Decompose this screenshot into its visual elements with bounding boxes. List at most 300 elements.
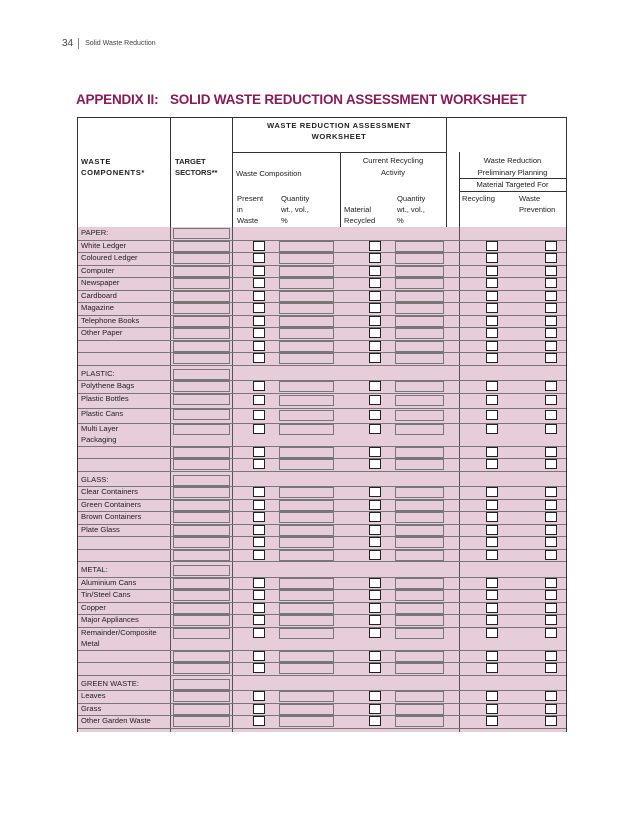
present-in-waste-checkbox[interactable] bbox=[253, 341, 265, 351]
recycled-quantity-cell[interactable] bbox=[395, 500, 444, 511]
recycling-target-checkbox[interactable] bbox=[486, 663, 498, 673]
waste-quantity-cell[interactable] bbox=[279, 500, 334, 511]
assessment-worksheet bbox=[77, 117, 567, 732]
page-title bbox=[76, 92, 526, 107]
recycled-quantity-heading-2: wt., vol., bbox=[397, 205, 425, 214]
waste-prevention-checkbox[interactable] bbox=[545, 291, 557, 301]
component-label-line2: Packaging bbox=[81, 434, 117, 444]
target-sector-cell[interactable] bbox=[173, 394, 230, 405]
present-heading-3: Waste bbox=[237, 216, 259, 225]
recycled-quantity-cell[interactable] bbox=[395, 663, 444, 674]
waste-prevention-checkbox[interactable] bbox=[545, 241, 557, 251]
quantity-heading-2: wt., vol., bbox=[281, 205, 309, 214]
waste-quantity-cell[interactable] bbox=[279, 651, 334, 662]
recycling-target-checkbox[interactable] bbox=[486, 615, 498, 625]
recycling-target-checkbox[interactable] bbox=[486, 253, 498, 263]
waste-prevention-checkbox[interactable] bbox=[545, 704, 557, 714]
recycled-quantity-cell[interactable] bbox=[395, 328, 444, 339]
waste-quantity-cell[interactable] bbox=[279, 253, 334, 264]
waste-quantity-cell[interactable] bbox=[279, 603, 334, 614]
appendix-title: SOLID WASTE REDUCTION ASSESSMENT WORKSHEET bbox=[170, 92, 527, 107]
waste-quantity-cell[interactable] bbox=[279, 241, 334, 252]
waste-quantity-cell[interactable] bbox=[279, 353, 334, 364]
recycling-target-checkbox[interactable] bbox=[486, 716, 498, 726]
material-recycled-checkbox[interactable] bbox=[369, 447, 381, 457]
target-sector-cell[interactable] bbox=[173, 525, 230, 536]
waste-prevention-checkbox[interactable] bbox=[545, 512, 557, 522]
recycled-quantity-cell[interactable] bbox=[395, 525, 444, 536]
waste-prevention-heading-1: Waste bbox=[519, 194, 541, 203]
material-recycled-checkbox[interactable] bbox=[369, 487, 381, 497]
target-sector-cell[interactable] bbox=[173, 550, 230, 561]
page-number: 34 bbox=[62, 38, 74, 49]
recycled-quantity-cell[interactable] bbox=[395, 487, 444, 498]
waste-quantity-cell[interactable] bbox=[279, 578, 334, 589]
material-recycled-checkbox[interactable] bbox=[369, 316, 381, 326]
material-recycled-checkbox[interactable] bbox=[369, 578, 381, 588]
recycled-quantity-cell[interactable] bbox=[395, 459, 444, 470]
recycling-target-checkbox[interactable] bbox=[486, 303, 498, 313]
current-recycling-heading-2: Activity bbox=[380, 168, 406, 177]
waste-prevention-checkbox[interactable] bbox=[545, 578, 557, 588]
worksheet-header bbox=[78, 118, 566, 227]
recycling-target-checkbox[interactable] bbox=[486, 424, 498, 434]
component-label: Aluminium Cans bbox=[81, 577, 137, 587]
waste-prevention-checkbox[interactable] bbox=[545, 424, 557, 434]
material-recycled-checkbox[interactable] bbox=[369, 651, 381, 661]
material-recycled-checkbox[interactable] bbox=[369, 266, 381, 276]
component-label: Polythene Bags bbox=[81, 381, 135, 390]
present-in-waste-checkbox[interactable] bbox=[253, 590, 265, 600]
recycled-quantity-cell[interactable] bbox=[395, 590, 444, 601]
present-in-waste-checkbox[interactable] bbox=[253, 512, 265, 522]
component-label: Tin/Steel Cans bbox=[81, 590, 131, 599]
waste-prevention-checkbox[interactable] bbox=[545, 691, 557, 701]
header-rule-3 bbox=[459, 191, 566, 192]
waste-prevention-checkbox[interactable] bbox=[545, 316, 557, 326]
component-label: Major Appliances bbox=[81, 615, 139, 624]
recycled-quantity-cell[interactable] bbox=[395, 651, 444, 662]
recycling-target-checkbox[interactable] bbox=[486, 241, 498, 251]
material-recycled-checkbox[interactable] bbox=[369, 341, 381, 351]
waste-prevention-checkbox[interactable] bbox=[545, 716, 557, 726]
component-label: Leaves bbox=[81, 691, 106, 700]
component-label: Plastic Bottles bbox=[81, 393, 129, 403]
waste-quantity-cell[interactable] bbox=[279, 590, 334, 601]
waste-prevention-checkbox[interactable] bbox=[545, 487, 557, 497]
component-label: Grass bbox=[81, 703, 102, 713]
recycling-target-checkbox[interactable] bbox=[486, 691, 498, 701]
waste-quantity-cell[interactable] bbox=[279, 410, 334, 421]
target-sector-cell[interactable] bbox=[173, 679, 230, 690]
recycling-target-checkbox[interactable] bbox=[486, 628, 498, 638]
present-in-waste-checkbox[interactable] bbox=[253, 353, 265, 363]
present-in-waste-checkbox[interactable] bbox=[253, 253, 265, 263]
present-in-waste-checkbox[interactable] bbox=[253, 716, 265, 726]
material-recycled-checkbox[interactable] bbox=[369, 603, 381, 613]
material-recycled-checkbox[interactable] bbox=[369, 303, 381, 313]
recycled-quantity-cell[interactable] bbox=[395, 253, 444, 264]
component-label: Brown Containers bbox=[81, 512, 142, 521]
recycled-quantity-heading-1: Quantity bbox=[397, 194, 426, 203]
recycling-target-checkbox[interactable] bbox=[486, 651, 498, 661]
category-heading: GREEN WASTE: bbox=[81, 678, 139, 688]
material-recycled-checkbox[interactable] bbox=[369, 395, 381, 405]
recycled-quantity-cell[interactable] bbox=[395, 410, 444, 421]
worksheet-title-2: WORKSHEET bbox=[311, 132, 367, 141]
material-recycled-checkbox[interactable] bbox=[369, 500, 381, 510]
table-row-rule bbox=[78, 471, 566, 472]
recycling-target-checkbox[interactable] bbox=[486, 447, 498, 457]
waste-quantity-cell[interactable] bbox=[279, 691, 334, 702]
recycled-quantity-cell[interactable] bbox=[395, 578, 444, 589]
waste-prevention-checkbox[interactable] bbox=[545, 500, 557, 510]
waste-quantity-cell[interactable] bbox=[279, 291, 334, 302]
waste-quantity-cell[interactable] bbox=[279, 328, 334, 339]
recycling-target-checkbox[interactable] bbox=[486, 487, 498, 497]
recycled-quantity-cell[interactable] bbox=[395, 381, 444, 392]
present-heading-1: Present bbox=[237, 194, 264, 203]
recycled-quantity-cell[interactable] bbox=[395, 395, 444, 406]
target-sector-cell[interactable] bbox=[173, 691, 230, 702]
material-recycled-checkbox[interactable] bbox=[369, 537, 381, 547]
category-heading: PAPER: bbox=[81, 228, 109, 237]
waste-quantity-cell[interactable] bbox=[279, 266, 334, 277]
page-header bbox=[62, 38, 156, 49]
target-sector-cell[interactable] bbox=[173, 565, 230, 576]
recycling-target-checkbox[interactable] bbox=[486, 550, 498, 560]
component-label: Other Paper bbox=[81, 328, 123, 337]
target-sector-cell[interactable] bbox=[173, 512, 230, 523]
waste-quantity-cell[interactable] bbox=[279, 663, 334, 674]
component-label: Clear Containers bbox=[81, 487, 138, 496]
waste-prevention-checkbox[interactable] bbox=[545, 550, 557, 560]
recycling-target-checkbox[interactable] bbox=[486, 512, 498, 522]
present-in-waste-checkbox[interactable] bbox=[253, 410, 265, 420]
target-sector-cell[interactable] bbox=[173, 341, 230, 352]
recycling-target-checkbox[interactable] bbox=[486, 603, 498, 613]
waste-prevention-checkbox[interactable] bbox=[545, 651, 557, 661]
waste-prevention-checkbox[interactable] bbox=[545, 537, 557, 547]
waste-quantity-cell[interactable] bbox=[279, 537, 334, 548]
recycled-quantity-cell[interactable] bbox=[395, 241, 444, 252]
material-recycled-checkbox[interactable] bbox=[369, 253, 381, 263]
recycling-target-checkbox[interactable] bbox=[486, 328, 498, 338]
component-label: Newspaper bbox=[81, 278, 120, 287]
material-recycled-checkbox[interactable] bbox=[369, 278, 381, 288]
present-in-waste-checkbox[interactable] bbox=[253, 603, 265, 613]
target-sector-cell[interactable] bbox=[173, 663, 230, 674]
present-in-waste-checkbox[interactable] bbox=[253, 395, 265, 405]
target-sector-cell[interactable] bbox=[173, 266, 230, 277]
present-in-waste-checkbox[interactable] bbox=[253, 628, 265, 638]
material-recycled-checkbox[interactable] bbox=[369, 241, 381, 251]
target-sector-cell[interactable] bbox=[173, 409, 230, 420]
waste-prevention-checkbox[interactable] bbox=[545, 447, 557, 457]
waste-quantity-cell[interactable] bbox=[279, 341, 334, 352]
recycled-quantity-cell[interactable] bbox=[395, 615, 444, 626]
component-label: Telephone Books bbox=[81, 315, 140, 325]
material-recycled-checkbox[interactable] bbox=[369, 512, 381, 522]
material-recycled-checkbox[interactable] bbox=[369, 590, 381, 600]
present-in-waste-checkbox[interactable] bbox=[253, 316, 265, 326]
waste-reduction-heading-2: Preliminary Planning bbox=[477, 168, 548, 177]
component-label: Green Containers bbox=[81, 499, 141, 509]
recycling-target-checkbox[interactable] bbox=[486, 500, 498, 510]
present-in-waste-checkbox[interactable] bbox=[253, 459, 265, 469]
present-in-waste-checkbox[interactable] bbox=[253, 550, 265, 560]
target-sector-cell[interactable] bbox=[173, 537, 230, 548]
material-recycled-checkbox[interactable] bbox=[369, 459, 381, 469]
recycling-target-checkbox[interactable] bbox=[486, 278, 498, 288]
waste-prevention-checkbox[interactable] bbox=[545, 395, 557, 405]
recycling-target-checkbox[interactable] bbox=[486, 578, 498, 588]
present-in-waste-checkbox[interactable] bbox=[253, 537, 265, 547]
table-row-rule bbox=[78, 408, 566, 409]
recycling-target-checkbox[interactable] bbox=[486, 381, 498, 391]
recycled-quantity-cell[interactable] bbox=[395, 512, 444, 523]
present-in-waste-checkbox[interactable] bbox=[253, 303, 265, 313]
recycled-quantity-cell[interactable] bbox=[395, 341, 444, 352]
target-sector-cell[interactable] bbox=[173, 381, 230, 392]
material-recycled-heading-2: Recycled bbox=[344, 216, 376, 225]
waste-components-heading-2: COMPONENTS* bbox=[81, 168, 145, 177]
category-heading: METAL: bbox=[81, 565, 108, 574]
component-label: Computer bbox=[81, 265, 115, 275]
waste-prevention-checkbox[interactable] bbox=[545, 328, 557, 338]
waste-prevention-checkbox[interactable] bbox=[545, 278, 557, 288]
recycled-quantity-cell[interactable] bbox=[395, 537, 444, 548]
waste-prevention-checkbox[interactable] bbox=[545, 253, 557, 263]
present-in-waste-checkbox[interactable] bbox=[253, 381, 265, 391]
component-label: Copper bbox=[81, 602, 106, 612]
waste-composition-heading: Waste Composition bbox=[236, 169, 302, 178]
present-in-waste-checkbox[interactable] bbox=[253, 291, 265, 301]
target-sector-cell[interactable] bbox=[173, 328, 230, 339]
recycling-target-checkbox[interactable] bbox=[486, 410, 498, 420]
target-sector-cell[interactable] bbox=[173, 291, 230, 302]
present-in-waste-checkbox[interactable] bbox=[253, 704, 265, 714]
target-sector-cell[interactable] bbox=[173, 241, 230, 252]
component-label-line2: Metal bbox=[81, 638, 100, 648]
present-in-waste-checkbox[interactable] bbox=[253, 241, 265, 251]
material-recycled-checkbox[interactable] bbox=[369, 663, 381, 673]
waste-quantity-cell[interactable] bbox=[279, 459, 334, 470]
waste-quantity-cell[interactable] bbox=[279, 278, 334, 289]
waste-reduction-heading-1: Waste Reduction bbox=[483, 156, 542, 165]
present-in-waste-checkbox[interactable] bbox=[253, 266, 265, 276]
appendix-label: APPENDIX II: bbox=[76, 92, 159, 107]
waste-quantity-cell[interactable] bbox=[279, 424, 334, 435]
waste-quantity-cell[interactable] bbox=[279, 316, 334, 327]
waste-quantity-cell[interactable] bbox=[279, 447, 334, 458]
recycled-quantity-cell[interactable] bbox=[395, 424, 444, 435]
material-recycled-checkbox[interactable] bbox=[369, 424, 381, 434]
recycling-target-checkbox[interactable] bbox=[486, 341, 498, 351]
target-sector-cell[interactable] bbox=[173, 475, 230, 486]
present-in-waste-checkbox[interactable] bbox=[253, 578, 265, 588]
waste-quantity-cell[interactable] bbox=[279, 716, 334, 727]
recycling-target-checkbox[interactable] bbox=[486, 459, 498, 469]
recycled-quantity-cell[interactable] bbox=[395, 303, 444, 314]
present-in-waste-checkbox[interactable] bbox=[253, 691, 265, 701]
present-in-waste-checkbox[interactable] bbox=[253, 328, 265, 338]
recycling-target-checkbox[interactable] bbox=[486, 590, 498, 600]
component-label: Remainder/Composite bbox=[81, 627, 157, 637]
recycled-quantity-cell[interactable] bbox=[395, 716, 444, 727]
waste-prevention-checkbox[interactable] bbox=[545, 663, 557, 673]
header-divider-1 bbox=[170, 118, 171, 227]
target-sector-cell[interactable] bbox=[173, 353, 230, 364]
waste-quantity-cell[interactable] bbox=[279, 381, 334, 392]
table-row-rule bbox=[78, 365, 566, 366]
table-row-rule bbox=[78, 675, 566, 676]
waste-prevention-checkbox[interactable] bbox=[545, 459, 557, 469]
material-recycled-checkbox[interactable] bbox=[369, 716, 381, 726]
material-recycled-checkbox[interactable] bbox=[369, 615, 381, 625]
quantity-heading-3: % bbox=[281, 216, 288, 225]
recycled-quantity-cell[interactable] bbox=[395, 628, 444, 639]
target-sectors-heading-1: TARGET bbox=[175, 157, 206, 166]
recycling-target-checkbox[interactable] bbox=[486, 537, 498, 547]
header-divider bbox=[78, 38, 79, 49]
waste-prevention-checkbox[interactable] bbox=[545, 603, 557, 613]
present-in-waste-checkbox[interactable] bbox=[253, 615, 265, 625]
component-label: Plate Glass bbox=[81, 524, 120, 534]
header-divider-3 bbox=[446, 118, 447, 227]
waste-prevention-checkbox[interactable] bbox=[545, 381, 557, 391]
recycling-heading: Recycling bbox=[462, 194, 495, 203]
target-sector-cell[interactable] bbox=[173, 253, 230, 264]
target-sector-cell[interactable] bbox=[173, 316, 230, 327]
recycling-target-checkbox[interactable] bbox=[486, 395, 498, 405]
target-sector-cell[interactable] bbox=[173, 590, 230, 601]
table-row-rule bbox=[78, 561, 566, 562]
target-sector-cell[interactable] bbox=[173, 628, 230, 639]
recycling-target-checkbox[interactable] bbox=[486, 266, 498, 276]
present-in-waste-checkbox[interactable] bbox=[253, 278, 265, 288]
category-heading: PLASTIC: bbox=[81, 368, 115, 378]
waste-quantity-cell[interactable] bbox=[279, 303, 334, 314]
material-recycled-checkbox[interactable] bbox=[369, 704, 381, 714]
present-in-waste-checkbox[interactable] bbox=[253, 424, 265, 434]
present-heading-2: in bbox=[237, 205, 243, 214]
material-recycled-checkbox[interactable] bbox=[369, 525, 381, 535]
recycled-quantity-cell[interactable] bbox=[395, 691, 444, 702]
target-sector-cell[interactable] bbox=[173, 704, 230, 715]
recycled-quantity-cell[interactable] bbox=[395, 704, 444, 715]
recycled-quantity-cell[interactable] bbox=[395, 550, 444, 561]
waste-quantity-cell[interactable] bbox=[279, 628, 334, 639]
present-in-waste-checkbox[interactable] bbox=[253, 447, 265, 457]
component-label: White Ledger bbox=[81, 240, 127, 250]
waste-quantity-cell[interactable] bbox=[279, 395, 334, 406]
waste-prevention-checkbox[interactable] bbox=[545, 590, 557, 600]
waste-prevention-checkbox[interactable] bbox=[545, 628, 557, 638]
waste-prevention-checkbox[interactable] bbox=[545, 410, 557, 420]
target-sector-cell[interactable] bbox=[173, 651, 230, 662]
target-sector-cell[interactable] bbox=[173, 500, 230, 511]
header-rule-1 bbox=[232, 152, 446, 153]
target-sector-cell[interactable] bbox=[173, 369, 230, 380]
waste-prevention-checkbox[interactable] bbox=[545, 303, 557, 313]
material-targeted-heading: Material Targeted For bbox=[476, 180, 549, 189]
quantity-heading-1: Quantity bbox=[281, 194, 310, 203]
target-sector-cell[interactable] bbox=[173, 278, 230, 289]
material-recycled-checkbox[interactable] bbox=[369, 410, 381, 420]
material-recycled-checkbox[interactable] bbox=[369, 691, 381, 701]
waste-quantity-cell[interactable] bbox=[279, 487, 334, 498]
waste-prevention-checkbox[interactable] bbox=[545, 615, 557, 625]
waste-prevention-checkbox[interactable] bbox=[545, 266, 557, 276]
target-sector-cell[interactable] bbox=[173, 424, 230, 435]
waste-prevention-checkbox[interactable] bbox=[545, 525, 557, 535]
present-in-waste-checkbox[interactable] bbox=[253, 487, 265, 497]
recycled-quantity-cell[interactable] bbox=[395, 278, 444, 289]
target-sector-cell[interactable] bbox=[173, 578, 230, 589]
recycled-quantity-cell[interactable] bbox=[395, 353, 444, 364]
present-in-waste-checkbox[interactable] bbox=[253, 651, 265, 661]
recycled-quantity-cell[interactable] bbox=[395, 291, 444, 302]
material-recycled-checkbox[interactable] bbox=[369, 628, 381, 638]
waste-quantity-cell[interactable] bbox=[279, 615, 334, 626]
waste-prevention-checkbox[interactable] bbox=[545, 341, 557, 351]
recycling-target-checkbox[interactable] bbox=[486, 704, 498, 714]
target-sector-cell[interactable] bbox=[173, 459, 230, 470]
recycling-target-checkbox[interactable] bbox=[486, 291, 498, 301]
component-label: Multi Layer bbox=[81, 423, 119, 433]
material-recycled-checkbox[interactable] bbox=[369, 353, 381, 363]
present-in-waste-checkbox[interactable] bbox=[253, 500, 265, 510]
recycled-quantity-cell[interactable] bbox=[395, 266, 444, 277]
recycled-quantity-cell[interactable] bbox=[395, 447, 444, 458]
waste-components-heading-1: WASTE bbox=[81, 157, 112, 166]
target-sector-cell[interactable] bbox=[173, 716, 230, 727]
target-sector-cell[interactable] bbox=[173, 447, 230, 458]
waste-quantity-cell[interactable] bbox=[279, 550, 334, 561]
table-row-rule bbox=[78, 393, 566, 394]
target-sector-cell[interactable] bbox=[173, 615, 230, 626]
recycling-target-checkbox[interactable] bbox=[486, 316, 498, 326]
waste-quantity-cell[interactable] bbox=[279, 525, 334, 536]
target-sector-cell[interactable] bbox=[173, 303, 230, 314]
category-heading: GLASS: bbox=[81, 474, 109, 484]
waste-quantity-cell[interactable] bbox=[279, 704, 334, 715]
table-row-rule bbox=[78, 728, 566, 729]
recycling-target-checkbox[interactable] bbox=[486, 353, 498, 363]
target-sectors-heading-2: SECTORS** bbox=[175, 168, 218, 177]
material-recycled-checkbox[interactable] bbox=[369, 550, 381, 560]
material-recycled-checkbox[interactable] bbox=[369, 328, 381, 338]
present-in-waste-checkbox[interactable] bbox=[253, 663, 265, 673]
component-label: Magazine bbox=[81, 303, 114, 312]
recycling-target-checkbox[interactable] bbox=[486, 525, 498, 535]
waste-prevention-heading-2: Prevention bbox=[519, 205, 556, 214]
target-sector-cell[interactable] bbox=[173, 228, 230, 239]
material-recycled-checkbox[interactable] bbox=[369, 291, 381, 301]
worksheet-title-1: WASTE REDUCTION ASSESSMENT bbox=[267, 121, 411, 130]
target-sector-cell[interactable] bbox=[173, 487, 230, 498]
waste-prevention-checkbox[interactable] bbox=[545, 353, 557, 363]
present-in-waste-checkbox[interactable] bbox=[253, 525, 265, 535]
component-label: Coloured Ledger bbox=[81, 253, 138, 262]
material-recycled-checkbox[interactable] bbox=[369, 381, 381, 391]
target-sector-cell[interactable] bbox=[173, 603, 230, 614]
recycled-quantity-cell[interactable] bbox=[395, 603, 444, 614]
recycled-quantity-cell[interactable] bbox=[395, 316, 444, 327]
waste-quantity-cell[interactable] bbox=[279, 512, 334, 523]
component-label: Plastic Cans bbox=[81, 408, 124, 418]
